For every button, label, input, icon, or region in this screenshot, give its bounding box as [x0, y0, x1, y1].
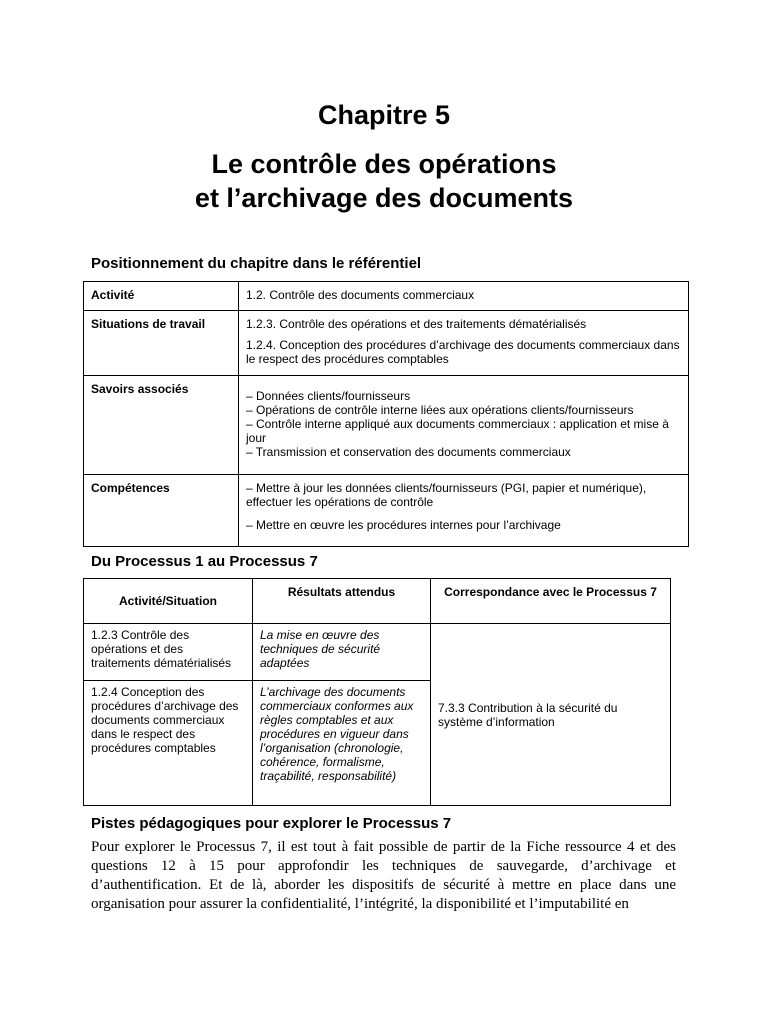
table-row [84, 311, 689, 376]
section-heading-pistes: Pistes pédagogiques pour explorer le Processus 7 [91, 815, 452, 832]
body-paragraph: Pour explorer le Processus 7, il est tout à fait possible de partir de la Fiche ressource 4 et des questions 12 à 15 pour approfondir les techniques de sauvegarde, d’archivage et d’authentification. Et de là, aborder les dispositifs de sécurité à mettre en place dans une organisation pour assurer la confidentialité, l’intégrité, la disponibilité et l’imputabilité en [91, 839, 676, 912]
table-header-row [84, 579, 671, 624]
situations-label: Situations de travail [84, 311, 239, 376]
table-row [84, 376, 689, 475]
chapter-title [0, 147, 768, 215]
header-activite: Activité/Situation [84, 579, 253, 624]
section-heading-positionnement: Positionnement du chapitre dans le référentiel [91, 255, 422, 272]
competence-item: – Mettre à jour les données clients/fournisseurs (PGI, papier et numérique), effectuer les opérations de contrôle [246, 481, 647, 509]
header-correspondance: Correspondance avec le Processus 7 [431, 579, 671, 624]
savoirs-label: Savoirs associés [84, 376, 239, 475]
situations-value [239, 311, 689, 376]
activite-value: 1.2. Contrôle des documents commerciaux [239, 282, 689, 311]
section-heading-processus: Du Processus 1 au Processus 7 [91, 553, 318, 570]
row2-activite: 1.2.4 Conception des procédures d’archivage des documents commerciaux dans le respect des procédures comptables [84, 681, 253, 806]
savoir-item: – Contrôle interne appliqué aux documents commerciaux : application et mise à jour [246, 417, 669, 445]
savoir-item: – Données clients/fournisseurs [246, 389, 411, 403]
referentiel-table [83, 281, 689, 547]
header-resultats: Résultats attendus [253, 579, 431, 624]
situation-item: 1.2.3. Contrôle des opérations et des traitements dématérialisés [246, 317, 587, 331]
processus-table [83, 578, 671, 806]
table-row [84, 624, 671, 681]
correspondance-cell: 7.3.3 Contribution à la sécurité du système d’information [431, 624, 671, 806]
savoir-item: – Opérations de contrôle interne liées aux opérations clients/fournisseurs [246, 403, 634, 417]
table-row [84, 475, 689, 547]
activite-label: Activité [84, 282, 239, 311]
competence-item: – Mettre en œuvre les procédures internes pour l’archivage [246, 518, 561, 532]
table-row [84, 282, 689, 311]
row2-resultat: L’archivage des documents commerciaux conformes aux règles comptables et aux procédures en vigueur dans l’organisation (chronologie, cohérence, formalisme, traçabilité, responsabilité) [253, 681, 431, 806]
row1-activite: 1.2.3 Contrôle des opérations et des traitements dématérialisés [84, 624, 253, 681]
chapter-label: Chapitre 5 [317, 100, 451, 130]
title-line-2: et l’archivage des documents [194, 183, 574, 213]
savoirs-value [239, 376, 689, 475]
situation-item: 1.2.4. Conception des procédures d’archivage des documents commerciaux dans le respect des procédures comptables [246, 338, 680, 366]
title-line-1: Le contrôle des opérations [211, 149, 557, 179]
competences-label: Compétences [84, 475, 239, 547]
row1-resultat: La mise en œuvre des techniques de sécurité adaptées [253, 624, 431, 681]
savoir-item: – Transmission et conservation des documents commerciaux [246, 445, 571, 459]
competences-value [239, 475, 689, 547]
